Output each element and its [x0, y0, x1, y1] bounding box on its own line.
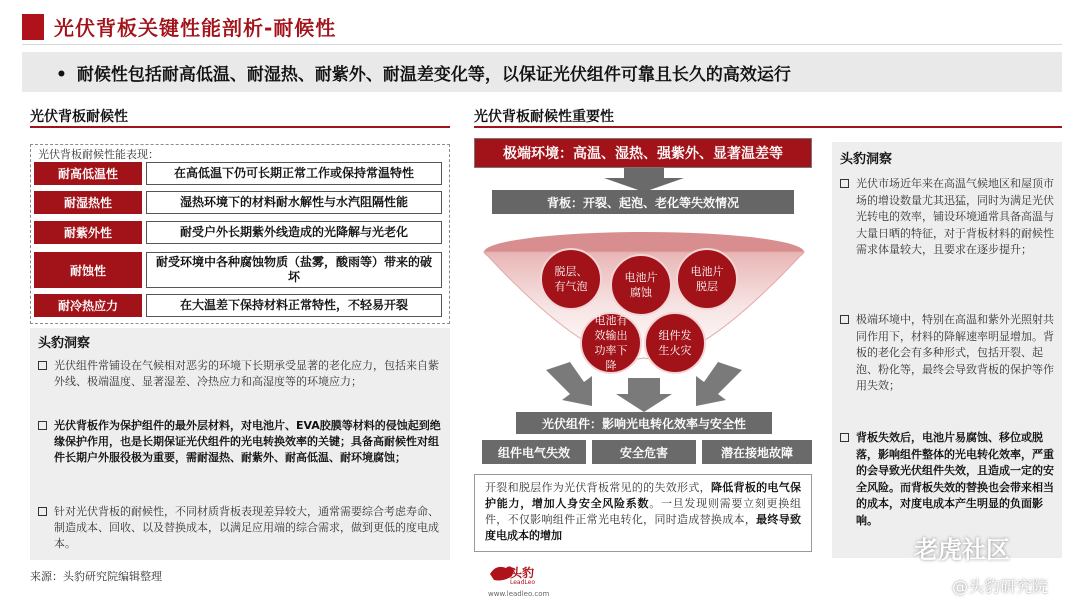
down-arrow-icon [474, 168, 814, 192]
impact-circle: 电池有效输出功率下降 [580, 312, 642, 374]
risk-box: 潜在接地故障 [702, 440, 812, 464]
leadleo-logo [486, 560, 550, 600]
bullet-dot: • [56, 65, 67, 85]
performance-row [34, 252, 442, 288]
performance-tag: 耐冷热应力 [34, 294, 142, 317]
performance-tag: 耐高低温性 [34, 162, 142, 185]
impact-circle: 组件发生火灾 [644, 312, 706, 374]
community-watermark: 老虎社区 [914, 536, 1010, 564]
performance-tag: 耐湿热性 [34, 191, 142, 214]
performance-row [34, 162, 442, 185]
performance-desc: 耐受户外长期紫外线造成的光降解与光老化 [146, 221, 442, 244]
logo-url: www.leadleo.com [488, 590, 550, 598]
impact-circle: 电池片腐蚀 [610, 254, 672, 316]
risk-box: 组件电气失效 [482, 440, 586, 464]
checkbox-icon [840, 433, 849, 442]
performance-row [34, 221, 442, 244]
key-point-bar [22, 52, 1062, 92]
left-section-rule [30, 126, 450, 128]
performance-desc: 湿热环境下的材料耐水解性与水汽阻隔性能 [146, 191, 442, 214]
pv-module-bar: 光伏组件：影响光电转化效率与安全性 [516, 412, 772, 434]
title-bar [0, 0, 1080, 46]
title-marker [22, 14, 44, 40]
logo-text: 头豹 [510, 566, 535, 580]
source-note: 来源：头豹研究院编辑整理 [30, 570, 162, 583]
impact-circle: 脱层、有气泡 [540, 248, 602, 310]
checkbox-icon [38, 421, 47, 430]
converging-arrows-icon [474, 360, 814, 416]
performance-caption: 光伏背板耐候性能表现： [38, 148, 159, 161]
checkbox-icon [840, 315, 849, 324]
performance-tag: 耐紫外性 [34, 221, 142, 244]
left-insight-item: 针对光伏背板的耐候性，不同材质背板表现差异较大，通常需要综合考虑寿命、制造成本、回收、以及替换成本，以满足应用端的综合需求，做到更低的度电成本。 [38, 504, 442, 552]
checkbox-icon [38, 361, 47, 370]
performance-desc: 在高低温下仍可长期正常工作或保持常温特性 [146, 162, 442, 185]
right-section-rule [474, 126, 1062, 128]
backplate-failure-bar: 背板：开裂、起泡、老化等失效情况 [492, 190, 794, 214]
right-insight-item: 背板失效后，电池片易腐蚀、移位或脱落，影响组件整体的光电转化效率，严重的会导致光伏组件失效，且造成一定的安全风险。而背板失效的替换也会带来相当的成本，对度电成本产生明显的负面影响。 [840, 430, 1054, 529]
impact-circle: 电池片脱层 [676, 248, 738, 310]
right-insight-panel [832, 142, 1062, 558]
left-insight-item: 光伏背板作为保护组件的最外层材料，对电池片、EVA胶膜等材料的侵蚀起到绝缘保护作用，也是长期保证光伏组件的光电转换效率的关键；具备高耐候性对组件长期户外服役极为重要，需耐湿热、耐紫外、耐高低温、耐环境腐蚀； [38, 418, 442, 466]
checkbox-icon [840, 179, 849, 188]
checkbox-icon [38, 507, 47, 516]
key-point [56, 60, 791, 85]
right-section-title: 光伏背板耐候性重要性 [474, 109, 614, 125]
performance-row [34, 294, 442, 317]
account-watermark: @头豹研究院 [952, 577, 1049, 596]
performance-tag: 耐蚀性 [34, 252, 142, 288]
title-divider [22, 44, 1062, 45]
logo-subtext: LeadLeo [510, 579, 536, 586]
left-insight-title: 头豹洞察 [38, 336, 91, 351]
extreme-environment-box: 极端环境：高温、湿热、强紫外、显著温差等 [474, 138, 812, 168]
left-section-title: 光伏背板耐候性 [30, 109, 128, 125]
page-title: 光伏背板关键性能剖析-耐候性 [54, 16, 337, 40]
right-insight-item: 极端环境中，特别在高温和紫外光照射共同作用下，材料的降解速率明显增加。背板的老化会有多种形式，包括开裂、起泡、粉化等，最终会导致背板的保护等作用失效； [840, 312, 1054, 395]
left-insight-item: 光伏组件常铺设在气候相对恶劣的环境下长期承受显著的老化应力，包括来自紫外线、极端温度、显著湿差、冷热应力和高湿度等的环境应力； [38, 358, 442, 390]
right-insight-item: 光伏市场近年来在高温气候地区和屋顶市场的增设数量尤其迅猛，同时为满足光伏光转电的效率，铺设环境通常具备高温与大量日晒的特征，对于背板材料的耐候性需求体量较大，且要求在逐步提升； [840, 176, 1054, 259]
performance-row [34, 191, 442, 214]
performance-desc: 耐受环境中各种腐蚀物质（盐雾，酸雨等）带来的破坏 [146, 252, 442, 288]
right-insight-title: 头豹洞察 [840, 152, 893, 167]
performance-desc: 在大温差下保持材料正常特性，不轻易开裂 [146, 294, 442, 317]
risk-box: 安全危害 [592, 440, 696, 464]
summary-note: 开裂和脱层作为光伏背板常见的的失效形式，降低背板的电气保护能力，增加人身安全风险系数。一旦发现则需要立刻更换组件，不仅影响组件正常光电转化，同时造成替换成本，最终导致度电成本的增加 [474, 474, 812, 552]
key-point-text: 耐候性包括耐高低温、耐湿热、耐紫外、耐温差变化等，以保证光伏组件可靠且长久的高效运行 [76, 65, 791, 85]
left-insight-panel [30, 328, 450, 560]
